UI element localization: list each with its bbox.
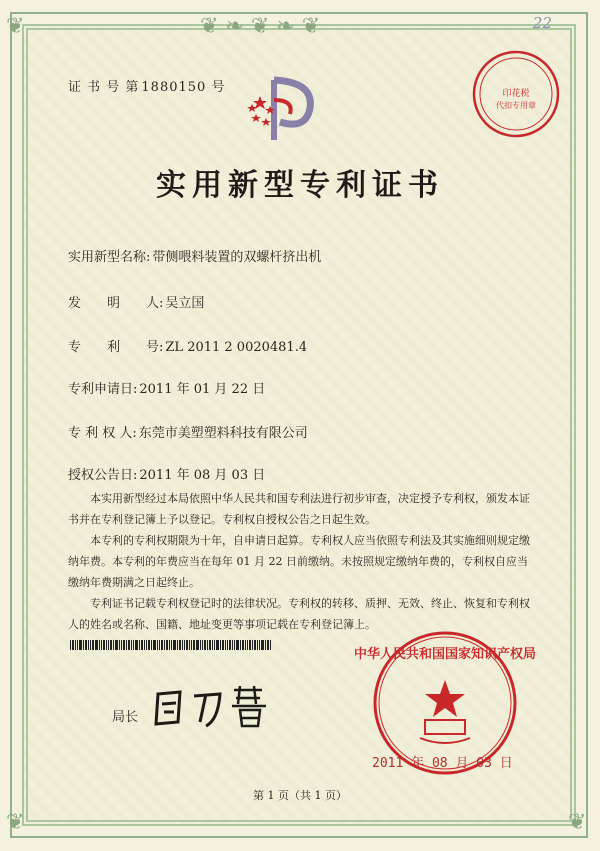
certificate-body (68, 488, 538, 635)
field-label: 专利申请日: (68, 382, 138, 397)
corner-ornament-br: ❦ (568, 810, 587, 835)
field-label: 专 利 权 人: (68, 426, 137, 441)
field-value: 2011 年 01 月 22 日 (139, 382, 266, 397)
agency-seal-stamp (466, 44, 566, 144)
corner-ornament-tl: ❦ (6, 14, 25, 39)
field-value: 东莞市美塑塑料科技有限公司 (138, 426, 308, 441)
field-filing-date (68, 378, 265, 397)
field-inventor (68, 292, 204, 311)
field-label: 专 利 号: (68, 340, 164, 355)
body-paragraph: 本专利的专利权期限为十年，自申请日起算。专利权人应当依照专利法及其实施细则规定缴纳年费。本专利的年费应当在每年 01 月 22 日前缴纳。未按照规定缴纳年费的，专利权自应当缴纳年费期满之日起终止。 (68, 534, 530, 589)
certificate-number-label: 证 书 号 第 (68, 80, 140, 95)
field-label: 发 明 人: (68, 296, 164, 311)
director-label: 局长 (112, 710, 139, 725)
field-value: 2011 年 08 月 03 日 (139, 468, 266, 483)
field-patent-holder (68, 422, 308, 441)
field-value: 带侧喂料装置的双螺杆挤出机 (152, 250, 322, 265)
field-label: 授权公告日: (68, 468, 138, 483)
sipo-logo-icon (244, 70, 324, 150)
certificate-number-value: 1880150 (141, 80, 207, 95)
corner-ornament-bl: ❦ (6, 810, 25, 835)
seal-date: 2011 年 08 月 03 日 (372, 756, 513, 771)
svg-text:印花税: 印花税 (502, 89, 530, 99)
svg-text:中华人民共和国国家知识产权局: 中华人民共和国国家知识产权局 (353, 647, 537, 662)
certificate-number-suffix: 号 (211, 80, 226, 95)
body-paragraph: 专利证书记载专利权登记时的法律状况。专利权的转移、质押、无效、终止、恢复和专利权人的姓名或名称、国籍、地址变更等事项记载在专利登记簿上。 (68, 597, 530, 631)
field-label: 实用新型名称: (68, 250, 151, 265)
barcode (70, 640, 272, 650)
field-value: 吴立国 (165, 296, 205, 311)
body-paragraph: 本实用新型经过本局依照中华人民共和国专利法进行初步审查，决定授予专利权，颁发本证书并在专利登记簿上予以登记。专利权自授权公告之日起生效。 (68, 492, 530, 526)
certificate-title: 实用新型专利证书 (156, 168, 444, 203)
director-signature (150, 682, 280, 732)
top-ornament: ❦ ❧ ❦ ❧ ❦ (200, 14, 321, 39)
field-utility-model-name (68, 246, 321, 265)
field-announcement-date (68, 464, 265, 483)
page-number: 第 1 页（共 1 页） (253, 789, 347, 802)
svg-text:代扣专用章: 代扣专用章 (496, 101, 536, 110)
handwritten-note: 22 (532, 14, 552, 32)
certificate-number (68, 76, 225, 95)
field-patent-number (68, 336, 307, 355)
field-value: ZL 2011 2 0020481.4 (165, 340, 308, 355)
